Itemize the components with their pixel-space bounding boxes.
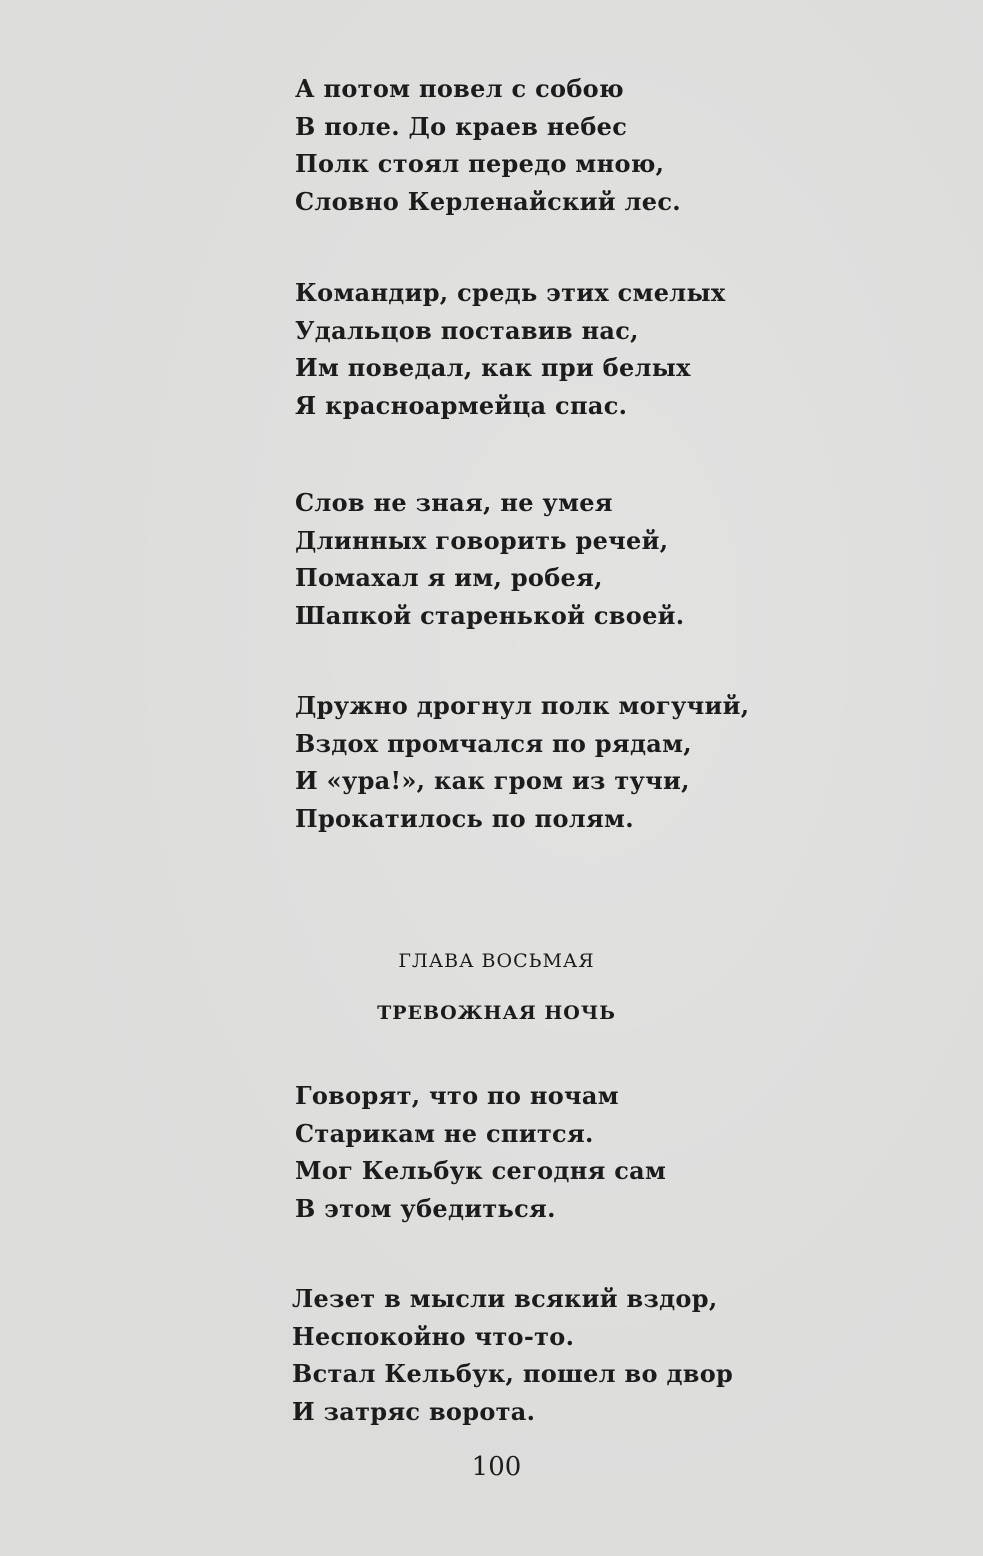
verse-line: И «ура!», как гром из тучи,: [295, 766, 690, 795]
verse-line: В поле. До краев небес: [295, 111, 628, 141]
verse-line: Прокатилось по полям.: [295, 803, 634, 833]
chapter-label: ГЛАВА ВОСЬМАЯ: [398, 950, 595, 972]
verse-line: И затряс ворота.: [292, 1396, 536, 1426]
stanza-5: [295, 1077, 666, 1227]
verse-line: В этом убедиться.: [295, 1193, 556, 1223]
verse-line: Шапкой старенькой своей.: [295, 600, 685, 630]
verse-line: Словно Керленайский лес.: [295, 186, 681, 216]
verse-line: Говорят, что по ночам: [295, 1081, 619, 1110]
verse-line: Лезет в мысли всякий вздор,: [292, 1284, 718, 1313]
verse-line: Дружно дрогнул полк могучий,: [295, 691, 750, 720]
stanza-6: [292, 1280, 733, 1430]
verse-line: Удальцов поставив нас,: [295, 315, 639, 345]
stanza-4: [295, 687, 749, 837]
verse-line: Длинных говорить речей,: [295, 525, 669, 555]
verse-line: Мог Кельбук сегодня сам: [295, 1156, 667, 1185]
verse-line: А потом повел с собою: [295, 74, 624, 103]
stanza-1: [295, 70, 681, 220]
stanza-2: [295, 274, 725, 424]
verse-line: Слов не зная, не умея: [295, 488, 613, 517]
verse-line: Командир, средь этих смелых: [295, 278, 726, 307]
verse-line: Вздох промчался по рядам,: [295, 728, 692, 758]
verse-line: Полк стоял передо мною,: [295, 149, 665, 178]
verse-line: Помахал я им, робея,: [295, 563, 603, 592]
chapter-title: ТРЕВОЖНАЯ НОЧЬ: [377, 1002, 616, 1024]
stanza-3: [295, 484, 684, 634]
verse-line: Я красноармейца спас.: [295, 390, 628, 420]
verse-line: Неспокойно что-то.: [292, 1321, 575, 1351]
page-number: 100: [471, 1452, 522, 1482]
verse-line: Им поведал, как при белых: [295, 353, 691, 382]
verse-line: Старикам не спится.: [295, 1118, 594, 1148]
verse-line: Встал Кельбук, пошел во двор: [292, 1359, 734, 1388]
